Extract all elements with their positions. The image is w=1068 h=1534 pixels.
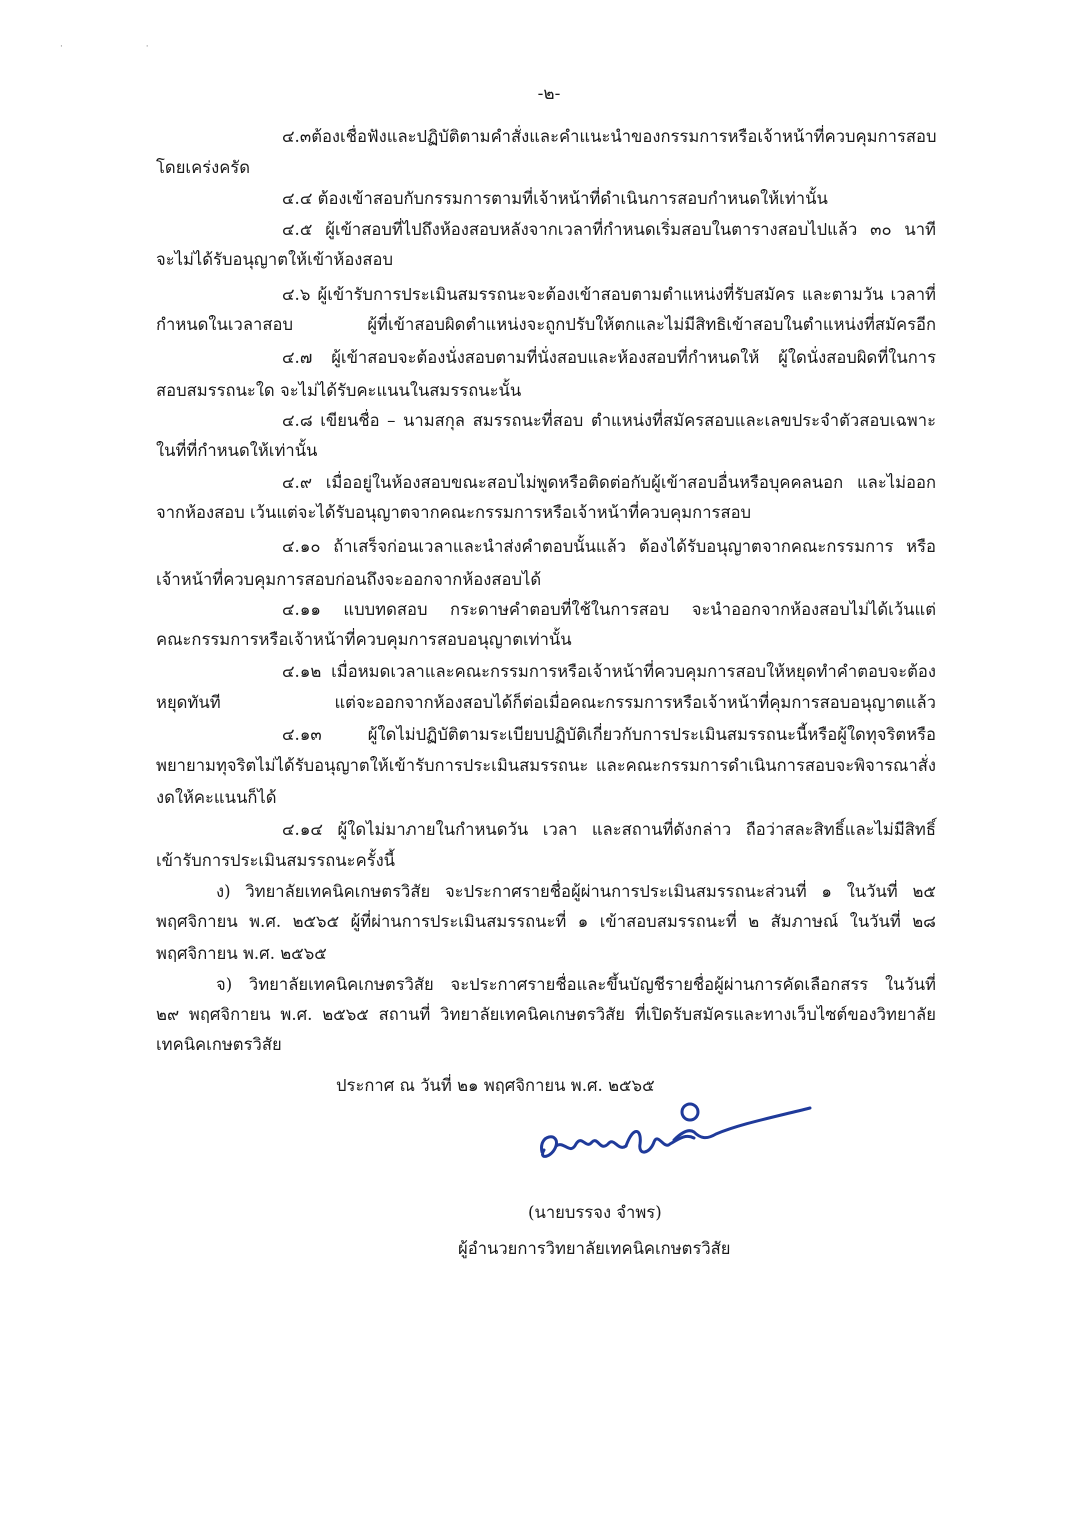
word: ผู้เข้าสอบจะต้องนั่งสอบตามที่นั่งสอบและห้องสอบที่กำหนดให้ — [331, 348, 760, 367]
word: วิทยาลัยเทคนิคเกษตรวิสัย — [245, 882, 431, 901]
word: ต้องเชื่อฟังและปฏิบัติตามคำสั่งและคำแนะนำของกรรมการหรือเจ้าหน้าที่ควบคุมการสอบ — [311, 127, 937, 146]
word: ๔.๕ — [282, 220, 313, 239]
paragraph-line — [282, 220, 936, 240]
word: ผู้ที่ผ่านการประเมินสมรรถนะที่ — [350, 912, 567, 931]
word: เข้าสอบสมรรถนะที่ — [599, 912, 737, 931]
word: ๔.๖ — [282, 285, 311, 304]
word: แต่จะออกจากห้องสอบได้ก็ต่อเมื่อคณะกรรมการหรือเจ้าหน้าที่คุมการสอบอนุญาตแล้ว — [334, 693, 936, 712]
word: วิทยาลัยเทคนิคเกษตรวิสัย — [248, 975, 434, 994]
signature-strokes — [542, 1104, 810, 1156]
paragraph-line — [156, 756, 936, 776]
word: ๔.๑๔ — [282, 820, 323, 839]
word: ถือว่าสละสิทธิ์และไม่มีสิทธิ์ — [745, 820, 936, 839]
word: เวลา — [542, 820, 578, 839]
paragraph-line — [282, 600, 936, 620]
word: และคณะกรรมการดำเนินการสอบจะพิจารณาสั่ง — [595, 756, 936, 775]
paragraph-line: จะไม่ได้รับอนุญาตให้เข้าห้องสอบ — [156, 250, 394, 269]
word: สมรรถนะที่สอบ — [472, 411, 584, 430]
word: ๒๙ — [156, 1005, 180, 1024]
word: ๒ — [748, 912, 760, 931]
word: ๑ — [821, 882, 832, 901]
word: เมื่ออยู่ในห้องสอบขณะสอบไม่พูดหรือติดต่อกับผู้เข้าสอบอื่นหรือบุคคลนอก — [325, 473, 844, 492]
word: นาที — [904, 220, 936, 239]
paragraph-line: ในที่ที่กำหนดให้เท่านั้น — [156, 441, 318, 460]
paragraph-line — [282, 820, 936, 840]
word: ๔.๙ — [282, 473, 312, 492]
paragraph-line — [216, 975, 936, 995]
word: นามสกุล — [403, 411, 465, 430]
word: วิทยาลัยเทคนิคเกษตรวิสัย — [440, 1005, 626, 1024]
word: พฤศจิกายน — [156, 912, 238, 931]
word: ๒๕๖๕ — [322, 1005, 369, 1024]
word: เมื่อหมดเวลาและคณะกรรมการหรือเจ้าหน้าที่ควบคุมการสอบให้หยุดทำคำตอบจะต้อง — [331, 662, 936, 681]
paragraph-line — [282, 725, 936, 745]
word: ในวันที่ — [846, 882, 898, 901]
word: พ.ศ. — [249, 912, 282, 931]
scan-specks: · · — [60, 42, 189, 52]
word: ๔.๑๒ — [282, 662, 322, 681]
word: ในวันที่ — [884, 975, 936, 994]
word: หยุดทันที — [156, 693, 221, 712]
word: เวลาที่ — [890, 285, 936, 304]
word: ๔.๓ — [282, 127, 312, 146]
signature — [530, 1094, 820, 1174]
word: เขียนชื่อ — [320, 411, 380, 430]
word: ๓๐ — [870, 220, 892, 239]
paragraph-line — [156, 912, 936, 932]
word: กระดาษคำตอบที่ใช้ในการสอบ — [450, 600, 670, 619]
word: ๒๘ — [912, 912, 936, 931]
word: ผู้ใดนั่งสอบผิดที่ในการ — [778, 348, 936, 367]
word: หรือ — [906, 537, 936, 556]
word: ๒๕ — [912, 882, 936, 901]
word: จะประกาศรายชื่อผู้ผ่านการประเมินสมรรถนะส่วนที่ — [444, 882, 807, 901]
word: สถานที่ — [378, 1005, 431, 1024]
word: ที่เปิดรับสมัครและทางเว็บไซต์ของวิทยาลัย — [634, 1005, 936, 1024]
paragraph-line: เทคนิคเกษตรวิสัย — [156, 1035, 282, 1054]
paragraph-line — [282, 348, 936, 368]
word: จะประกาศรายชื่อและขึ้นบัญชีรายชื่อผู้ผ่านการคัดเลือกสรร — [450, 975, 869, 994]
paragraph-line — [282, 537, 936, 557]
word: พยายามทุจริตไม่ได้รับอนุญาตให้เข้ารับการประเมินสมรรถนะ — [156, 756, 589, 775]
word: ผู้ที่เข้าสอบผิดตำแหน่งจะถูกปรับให้ตกและไม่มีสิทธิเข้าสอบในตำแหน่งที่สมัครอีก — [367, 315, 936, 334]
word: และสถานที่ดังกล่าว — [591, 820, 732, 839]
word: กำหนดในเวลาสอบ — [156, 315, 293, 334]
paragraph-line: พฤศจิกายน พ.ศ. ๒๕๖๕ — [156, 944, 327, 963]
paragraph-line — [282, 285, 936, 305]
word: ๔.๑๐ — [282, 537, 321, 556]
paragraph-line — [156, 1005, 936, 1025]
word: ง) — [216, 882, 231, 901]
paragraph-line — [282, 662, 936, 682]
word: ๔.๘ — [282, 411, 313, 430]
word: ผู้เข้ารับการประเมินสมรรถนะจะต้องเข้าสอบตามตำแหน่งที่รับสมัคร — [317, 285, 795, 304]
word: สัมภาษณ์ — [770, 912, 839, 931]
word: ๔.๑๑ — [282, 600, 321, 619]
word: ๑ — [577, 912, 589, 931]
signer-name: (นายบรรจง จำพร) — [528, 1203, 662, 1222]
word: ในวันที่ — [849, 912, 901, 931]
paragraph-line — [156, 693, 936, 713]
paragraph-line: สอบสมรรถนะใด จะไม่ได้รับคะแนนในสมรรถนะนั้น — [156, 381, 522, 400]
word: ๔.๗ — [282, 348, 313, 367]
paragraph-line: จากห้องสอบ เว้นแต่จะได้รับอนุญาตจากคณะกรรมการหรือเจ้าหน้าที่ควบคุมการสอบ — [156, 503, 752, 522]
paragraph-line: ๔.๔ ต้องเข้าสอบกับกรรมการตามที่เจ้าหน้าที่ดำเนินการสอบกำหนดให้เท่านั้น — [282, 189, 828, 208]
paragraph-line — [282, 127, 936, 147]
word: ตำแหน่งที่สมัครสอบและเลขประจำตัวสอบเฉพาะ — [590, 411, 936, 430]
signer-position: ผู้อำนวยการวิทยาลัยเทคนิคเกษตรวิสัย — [458, 1239, 731, 1258]
word: ๒๕๖๕ — [292, 912, 340, 931]
paragraph-line — [282, 473, 936, 493]
word: พ.ศ. — [280, 1005, 313, 1024]
page-number: -๒- — [537, 84, 561, 104]
word: และตามวัน — [801, 285, 884, 304]
paragraph-line: เข้ารับการประเมินสมรรถนะครั้งนี้ — [156, 851, 396, 870]
paragraph-line: เจ้าหน้าที่ควบคุมการสอบก่อนถึงจะออกจากห้องสอบได้ — [156, 570, 542, 589]
word: ผู้เข้าสอบที่ไปถึงห้องสอบหลังจากเวลาที่กำหนดเริ่มสอบในตารางสอบไปแล้ว — [325, 220, 858, 239]
paragraph-line — [216, 882, 936, 902]
word: จ) — [216, 975, 233, 994]
word: ผู้ใดไม่มาภายในกำหนดวัน — [337, 820, 529, 839]
word: จะนำออกจากห้องสอบไม่ได้เว้นแต่ — [691, 600, 936, 619]
word: และไม่ออก — [856, 473, 936, 492]
paragraph-line — [156, 315, 936, 335]
word: ๔.๑๓ — [282, 725, 322, 744]
paragraph-line: โดยเคร่งครัด — [156, 158, 250, 177]
announcement-date: ประกาศ ณ วันที่ ๒๑ พฤศจิกายน พ.ศ. ๒๕๖๕ — [336, 1076, 655, 1095]
word: ต้องได้รับอนุญาตจากคณะกรรมการ — [638, 537, 894, 556]
word: – — [387, 411, 396, 430]
word: ถ้าเสร็จก่อนเวลาและนำส่งคำตอบนั้นแล้ว — [333, 537, 627, 556]
paragraph-line — [282, 411, 936, 431]
word: ผู้ใดไม่ปฏิบัติตามระเบียบปฏิบัติเกี่ยวกับการประเมินสมรรถนะนี้หรือผู้ใดทุจริตหรือ — [367, 725, 936, 744]
paragraph-line: งดให้คะแนนก็ได้ — [156, 788, 277, 807]
word: พฤศจิกายน — [188, 1005, 271, 1024]
paragraph-line: คณะกรรมการหรือเจ้าหน้าที่ควบคุมการสอบอนุญาตเท่านั้น — [156, 630, 572, 649]
word: แบบทดสอบ — [343, 600, 428, 619]
